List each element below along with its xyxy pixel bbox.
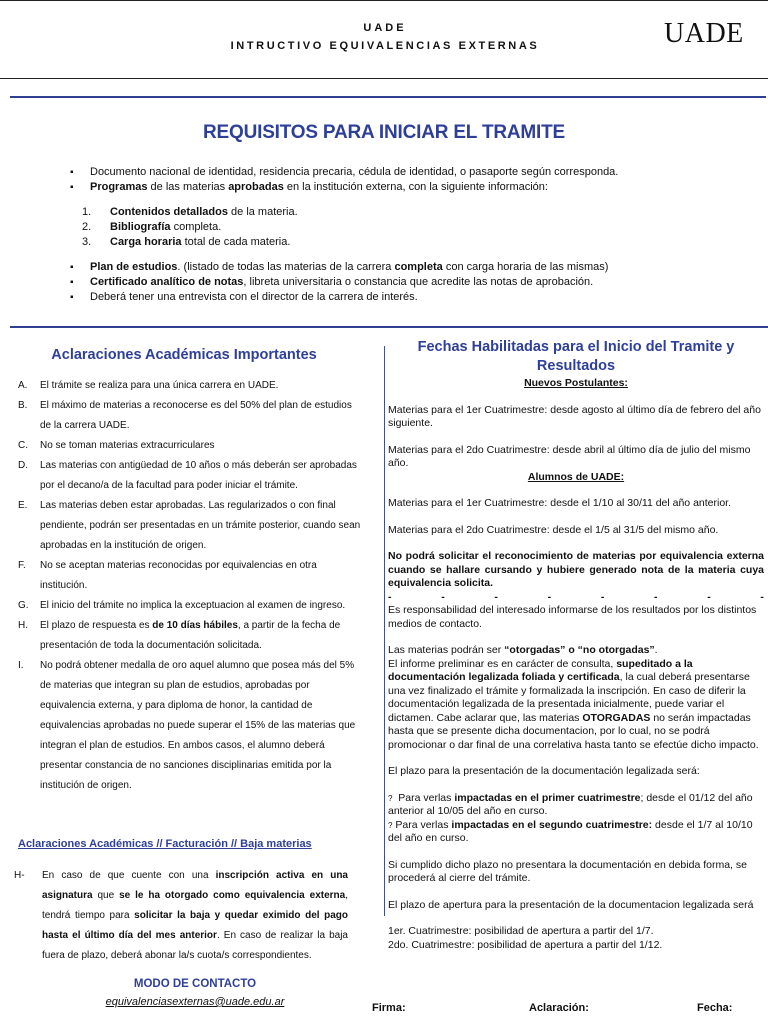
req-sub-hours: 3. Carga horaria total de cada materia. <box>82 236 291 248</box>
list-item: E. Las materias deben estar aprobadas. Las regularizados o con final pendiente, podrán ser presentadas en un trámite posterior, cuando sean aprobadas en la institución de origen. <box>18 500 361 551</box>
dash-separator: - - - - - - - - <box>388 590 764 603</box>
header-bottom-border <box>0 78 768 79</box>
uade-students-heading: Alumnos de UADE: <box>527 470 625 483</box>
dates-heading: Fechas Habilitadas para el Inicio del Tramite y Resultados <box>417 339 735 374</box>
list-item: I. No podrá obtener medalla de oro aquel alumno que posea más del 5% de materias que integran su plan de estudios, aprobadas por equivalencia externa, y para diploma de honor, la cantidad de equivalencias aprobadas no puede superar el 15% de las materias que integran el plan de estudios. En ambos casos, el alumno deberá presentar constancia de no sanciones disciplinarias emitida por la institución de origen. <box>18 660 356 791</box>
list-item: G. El inicio del trámite no implica la exceptuacion al examen de ingreso. <box>18 600 346 611</box>
new-students-2nd-term: Materias para el 2do Cuatrimestre: desde abril al último día de julio del mismo año. <box>388 443 751 469</box>
list-item: C. No se toman materias extracurriculares <box>18 440 215 451</box>
opening-first-term: 1er. Cuatrimestre: posibilidad de apertura a partir del 1/7. <box>388 925 654 937</box>
header-subtitle: INTRUCTIVO EQUIVALENCIAS EXTERNAS <box>230 40 540 52</box>
academic-notes-heading: Aclaraciones Académicas Importantes <box>51 347 317 363</box>
req-sub-bibliography: 2. Bibliografía completa. <box>82 221 222 233</box>
deadline-second-term: ? Para verlas impactadas en el segundo cuatrimestre: desde el 1/7 al 10/10 del año en curso. <box>388 818 753 844</box>
list-item: D. Las materias con antigüedad de 10 años o más deberán ser aprobadas por el decano/a de la facultad para poder iniciar el trámite. <box>18 460 357 491</box>
req-sub-contents: 1. Contenidos detallados de la materia. <box>82 206 298 218</box>
contact-email-link[interactable]: equivalenciasexternas@uade.edu.ar <box>105 996 285 1008</box>
clarification-label: Aclaración: <box>529 1002 589 1014</box>
opening-heading: El plazo de apertura para la presentación de la documentacion legalizada será <box>388 898 754 911</box>
academic-notes-list <box>14 376 364 796</box>
list-item: A. El trámite se realiza para una única carrera en UADE. <box>18 380 279 391</box>
billing-notes-heading: Aclaraciones Académicas // Facturación // Baja materias <box>18 838 312 850</box>
header-title: UADE <box>363 22 407 34</box>
list-item: F. No se aceptan materias reconocidas por equivalencias en otra institución. <box>18 560 317 591</box>
column-divider <box>384 346 385 916</box>
responsibility-note: Es responsabilidad del interesado informarse de los resultados por los distintos medios de contacto. <box>388 604 757 630</box>
req-study-plan: ▪ Plan de estudios. (listado de todas las materias de la carrera completa con carga horaria de las mismas) <box>70 260 750 275</box>
requirements-list <box>70 165 750 305</box>
date-label: Fecha: <box>697 1002 733 1014</box>
list-item: H. El plazo de respuesta es de 10 días hábiles, a partir de la fecha de presentación de toda la documentación solicitada. <box>18 620 341 651</box>
mid-divider <box>10 326 768 328</box>
req-interview: ▪ Deberá tener una entrevista con el director de la carrera de interés. <box>70 290 750 305</box>
opening-second-term: 2do. Cuatrimestre: posibilidad de apertura a partir del 1/12. <box>388 938 663 951</box>
list-item: H- En caso de que cuente con una inscripción activa en una asignatura que se le ha otorgado como equivalencia externa, tendrá tiempo para solicitar la baja y quedar eximido del pago hasta el último día del mes anterior. En caso de realizar la baja fuera de plazo, deberá abonar la/s cuota/s correspondientes. <box>14 870 349 961</box>
uade-students-1st-term: Materias para el 1er Cuatrimestre: desde el 1/10 al 30/11 del año anterior. <box>388 497 732 509</box>
req-identity: ▪ Documento nacional de identidad, residencia precaria, cédula de identidad, o pasaporte según corresponda. <box>70 165 750 180</box>
outcome-states: Las materias podrán ser “otorgadas” o “no otorgadas”. <box>388 644 658 656</box>
deadline-first-term: ? Para verlas impactadas en el primer cuatrimestre; desde el 01/12 del año anterior al 10/05 del año en curso. <box>388 791 753 817</box>
closure-note: Si cumplido dicho plazo no presentara la documentación en debida forma, se procederá al cierre del trámite. <box>388 858 747 884</box>
signature-label: Firma: <box>372 1002 406 1014</box>
dates-results-section <box>388 338 764 952</box>
new-students-1st-term: Materias para el 1er Cuatrimestre: desde agosto al último día de febrero del año siguiente. <box>388 403 761 429</box>
req-transcript: ▪ Certificado analítico de notas, libreta universitaria o constancia que acredite las notas de aprobación. <box>70 275 750 290</box>
checkbox-icon: ? <box>388 793 393 803</box>
req-programs: ▪ Programas de las materias aprobadas en la institución externa, con la siguiente información: <box>70 180 750 195</box>
uade-logo: UADE <box>664 18 744 49</box>
header-top-border <box>0 0 768 1</box>
enrollment-warning: No podrá solicitar el reconocimiento de materias por equivalencia externa cuando se hallare cursando y hubiere generado nota de la materia cuya equivalencia solicita. <box>388 550 764 589</box>
drop-subject-note <box>14 866 348 966</box>
checkbox-icon: ? <box>388 820 393 830</box>
uade-students-2nd-term: Materias para el 2do Cuatrimestre: desde el 1/5 al 31/5 del mismo año. <box>388 523 719 536</box>
contact-heading: MODO DE CONTACTO <box>133 978 257 990</box>
page-title: REQUISITOS PARA INICIAR EL TRAMITE <box>203 122 565 143</box>
deadline-heading: El plazo para la presentación de la documentación legalizada será: <box>388 765 700 777</box>
top-divider <box>10 96 766 98</box>
new-students-heading: Nuevos Postulantes: <box>524 377 628 389</box>
preliminary-report-note: El informe preliminar es en carácter de consulta, supeditado a la documentación legalizada foliada y certificada, la cual deberá presentarse una vez finalizado el trámite y formalizada la inscripción. En caso de diferir la documentación legalizada de la presentada inicialmente, puede variar el dictamen. Cabe aclarar que, las materias OTORGADAS no serán impactadas hasta que se presente dicha documentacion, por lo cual, no se podrá promocionar o dar final de una correlativa hasta tanto se efectúe dicho impacto. <box>388 657 759 751</box>
list-item: B. El máximo de materias a reconocerse es del 50% del plan de estudios de la carrera UADE. <box>18 400 352 431</box>
